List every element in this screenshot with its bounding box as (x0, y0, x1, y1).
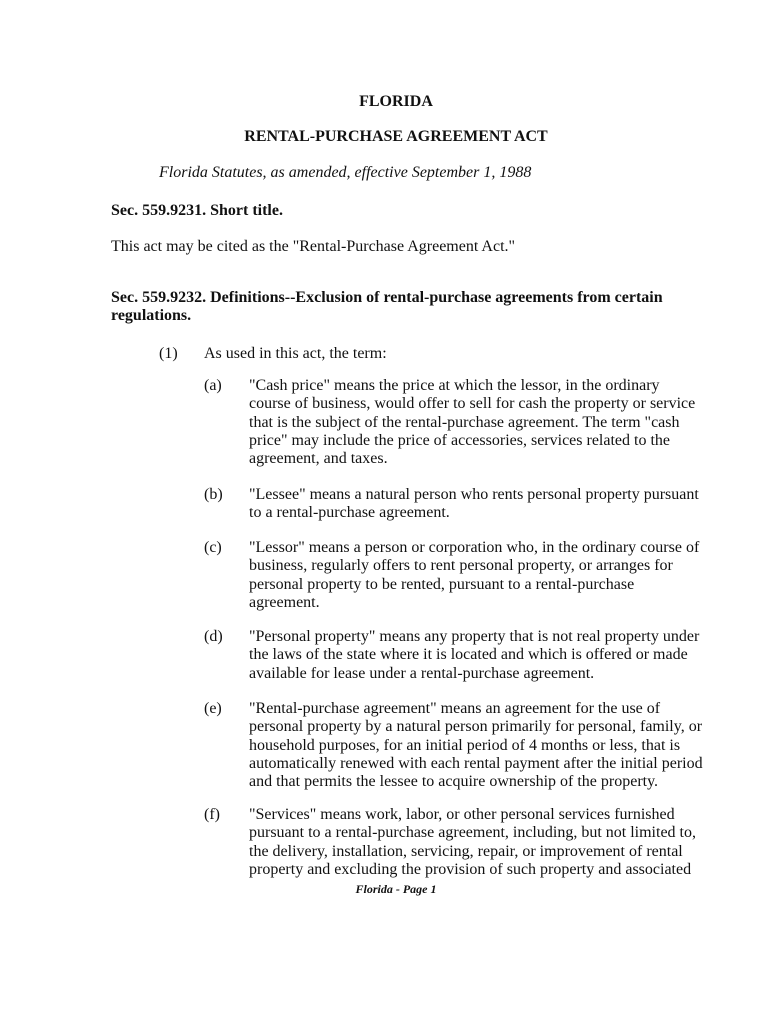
definition-line: property and excluding the provision of such property and associated (249, 860, 692, 878)
definition-line: personal property to be rented, pursuant to a rental-purchase (249, 575, 635, 593)
definition-line: price" may include the price of accessories, services related to the (249, 431, 671, 449)
definition-label: (e) (204, 700, 222, 717)
sec2-heading (111, 289, 663, 326)
document-state: FLORIDA (359, 93, 433, 110)
definition-line: available for lease under a rental-purchase agreement. (249, 664, 595, 682)
definition-line: "Cash price" means the price at which the lessor, in the ordinary (249, 377, 660, 394)
document-subtitle: Florida Statutes, as amended, effective September 1, 1988 (159, 164, 532, 181)
definition-label: (d) (204, 628, 223, 645)
definition-line: "Personal property" means any property that is not real property under (249, 628, 700, 645)
definition-text (249, 700, 703, 791)
heading-line: Sec. 559.9232. Definitions--Exclusion of rental-purchase agreements from certain (111, 289, 663, 306)
document-title: RENTAL-PURCHASE AGREEMENT ACT (244, 128, 548, 145)
definition-line: pursuant to a rental-purchase agreement, including, but not limited to, (249, 824, 696, 842)
definition-text (249, 628, 699, 683)
definition-text (249, 377, 695, 468)
definition-line: personal property by a natural person primarily for personal, family, or (249, 718, 703, 736)
definition-line: "Rental-purchase agreement" means an agreement for the use of (249, 700, 661, 717)
definition-label: (a) (204, 377, 222, 394)
heading-line: regulations. (111, 307, 192, 325)
page-footer: Florida - Page 1 (355, 882, 437, 896)
definition-line: "Lessor" means a person or corporation who, in the ordinary course of (249, 539, 700, 556)
definition-line: "Services" means work, labor, or other personal services furnished (249, 806, 675, 823)
definition-text (249, 539, 699, 612)
definition-line: business, regularly offers to rent personal property, or arranges for (249, 557, 673, 575)
definition-line: agreement. (249, 593, 320, 611)
definition-line: the laws of the state where it is located and which is offered or made (249, 646, 688, 664)
definition-line: and that permits the lessee to acquire ownership of the property. (249, 773, 659, 791)
definition-line: automatically renewed with each rental payment after the initial period (249, 754, 703, 772)
definition-line: agreement, and taxes. (249, 450, 388, 468)
definition-label: (b) (204, 486, 223, 503)
definition-line: household purposes, for an initial period of 4 months or less, that is (249, 736, 681, 754)
definition-line: that is the subject of the rental-purchase agreement. The term "cash (249, 413, 680, 431)
definition-text (249, 806, 696, 879)
sec1-heading: Sec. 559.9231. Short title. (111, 202, 283, 219)
definition-text (249, 486, 699, 523)
sec1-body: This act may be cited as the "Rental-Purchase Agreement Act." (111, 238, 516, 255)
definition-label: (f) (204, 806, 220, 823)
sub1-text: As used in this act, the term: (204, 345, 387, 362)
definition-line: "Lessee" means a natural person who rents personal property pursuant (249, 486, 699, 503)
definition-line: to a rental-purchase agreement. (249, 504, 450, 522)
definition-label: (c) (204, 539, 222, 556)
definition-line: the delivery, installation, servicing, repair, or improvement of rental (249, 842, 683, 860)
definition-line: course of business, would offer to sell for cash the property or service (249, 395, 696, 413)
sub1-label: (1) (159, 345, 178, 362)
